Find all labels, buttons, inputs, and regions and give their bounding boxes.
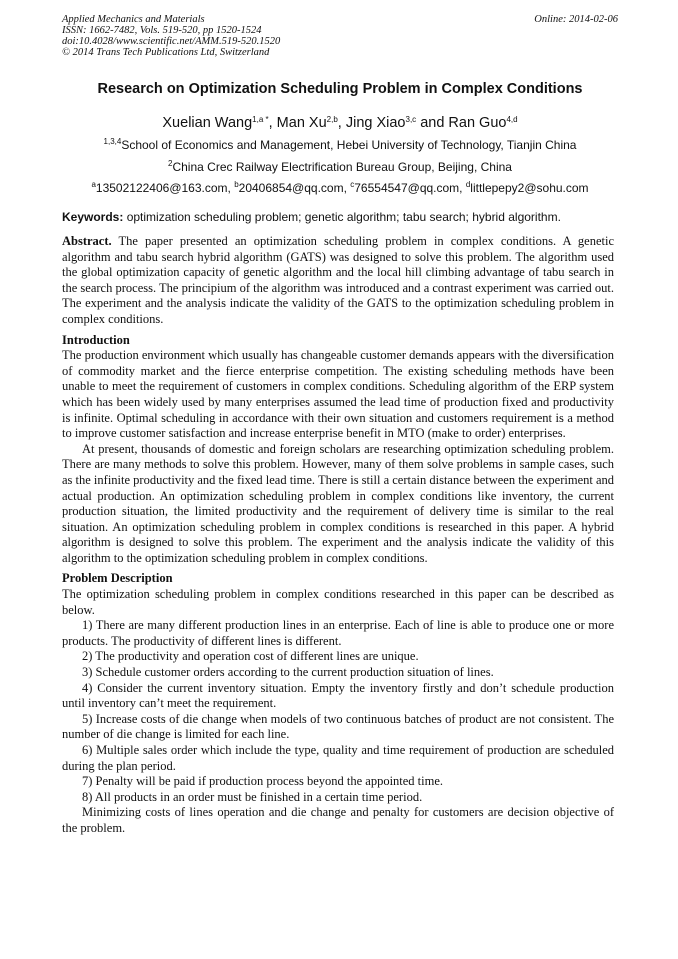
author-name: Jing Xiao xyxy=(345,115,406,131)
problem-intro: The optimization scheduling problem in complex conditions researched in this paper can be described as below. xyxy=(62,587,614,617)
author-name: Xuelian Wang xyxy=(162,115,253,131)
problem-item: 2) The productivity and operation cost of different lines are unique. xyxy=(82,649,419,664)
copyright-line: © 2014 Trans Tech Publications Ltd, Switzerland xyxy=(62,47,270,58)
abstract-label: Abstract. xyxy=(62,234,112,248)
author-affiliation-sup: 3,c xyxy=(405,115,417,124)
email-text: 13502122406@163.com, xyxy=(95,181,235,195)
problem-closing: Minimizing costs of lines operation and die change and penalty for customers are decision objective of the problem. xyxy=(62,805,614,835)
keywords xyxy=(62,210,618,225)
paper-body xyxy=(62,234,614,837)
affiliation-text: China Crec Railway Electrification Bureau Group, Beijing, China xyxy=(172,160,512,174)
problem-item: 8) All products in an order must be finished in a certain time period. xyxy=(82,789,423,804)
affiliation-sup: 1,3,4 xyxy=(103,137,122,146)
author-separator: , xyxy=(337,115,346,131)
author-affiliation-sup: 2,b xyxy=(326,115,338,124)
keywords-text: optimization scheduling problem; genetic algorithm; tabu search; hybrid algorithm. xyxy=(123,210,561,224)
affiliation-1 xyxy=(62,138,618,153)
problem-item: 7) Penalty will be paid if production process beyond the appointed time. xyxy=(82,774,444,789)
introduction-heading: Introduction xyxy=(62,332,130,347)
author-separator: and xyxy=(416,115,449,131)
email-sup: c xyxy=(350,180,355,189)
introduction-paragraph-2: At present, thousands of domestic and foreign scholars are researching optimization scheduling problem. There are many methods to solve this problem. However, many of them solve problems in sample cases, such as the infinite productivity and the fixed lead time. There is still a certain distance between the experiment and actual production. An optimization scheduling problem in complex conditions like inventory, the current production situation, the limited productivity and the requirement of delivery time is similar to the real situation. An optimization scheduling problem in complex conditions is researched in this paper. A hybrid algorithm is designed to solve this problem. The experiment and the analysis indicate the validity of this algorithm to the optimization scheduling problem in complex conditions. xyxy=(62,441,615,565)
introduction-paragraph-1: The production environment which usually has changeable customer demands appears with the diversification of commodity market and the fierce enterprise competition. The existing scheduling methods have been unable to meet the requirement of customers in complex conditions. Scheduling algorithm of the ERP system which has been widely used by many enterprises assumed the lead time of production fixed and productivity is infinite. Optimal scheduling in accordance with their own situation and customers requirement is a method to improve customer satisfaction and increase enterprise benefit in MTO (make to order) enterprises. xyxy=(62,348,614,441)
affiliation-text: School of Economics and Management, Hebei University of Technology, Tianjin China xyxy=(121,138,577,152)
problem-heading: Problem Description xyxy=(62,571,173,586)
author-list xyxy=(62,114,618,132)
problem-item: 3) Schedule customer orders according to the current production situation of lines. xyxy=(82,665,494,680)
problem-item: 4) Consider the current inventory situation. Empty the inventory firstly and don’t schedule production until inventory can’t meet the requirement. xyxy=(62,680,614,711)
email-text: littlepepy2@sohu.com xyxy=(470,181,589,195)
author-separator: , xyxy=(268,115,277,131)
journal-name: Applied Mechanics and Materials xyxy=(62,14,205,25)
paper-title: Research on Optimization Scheduling Problem in Complex Conditions xyxy=(97,81,583,97)
author-affiliation-sup: 1,a * xyxy=(252,115,269,124)
author-name: Ran Guo xyxy=(448,115,507,131)
email-text: 76554547@qq.com, xyxy=(354,181,466,195)
online-date: Online: 2014-02-06 xyxy=(534,14,618,25)
problem-item: 1) There are many different production lines in an enterprise. Each of line is able to produce one or more products. The productivity of different lines is different. xyxy=(62,618,614,648)
affiliation-2 xyxy=(62,160,618,175)
email-text: 20406854@qq.com, xyxy=(238,181,351,195)
problem-item: 5) Increase costs of die change when models of two continuous batches of product are not consistent. The number of die change is limited for each line. xyxy=(62,711,614,742)
author-affiliation-sup: 4,d xyxy=(506,115,518,124)
abstract-text: The paper presented an optimization scheduling problem in complex conditions. A genetic algorithm and tabu search hybrid algorithm (GATS) was designed to solve this problem. The algorithm used the global optimization capacity of genetic algorithm and the local hill climbing advantage of tabu search in the search process. The principium of the algorithm was introduced and a contrast experiment was carried out. The experiment and the analysis indicate the validity of the GATS to the optimization scheduling problem in complex conditions. xyxy=(62,234,614,326)
journal-header xyxy=(62,14,618,58)
email-sup: a xyxy=(91,180,96,189)
abstract xyxy=(62,234,614,328)
email-list xyxy=(62,181,618,196)
email-sup: d xyxy=(465,180,471,189)
author-name: Man Xu xyxy=(276,115,327,131)
affiliation-sup: 2 xyxy=(168,159,173,168)
keywords-label: Keywords: xyxy=(62,210,124,224)
issn-line: ISSN: 1662-7482, Vols. 519-520, pp 1520-1524 xyxy=(62,25,262,36)
problem-item: 6) Multiple sales order which include the type, quality and time requirement of production are scheduled during the plan period. xyxy=(62,743,614,773)
email-sup: b xyxy=(234,180,239,189)
doi-line: doi:10.4028/www.scientific.net/AMM.519-520.1520 xyxy=(62,36,281,47)
